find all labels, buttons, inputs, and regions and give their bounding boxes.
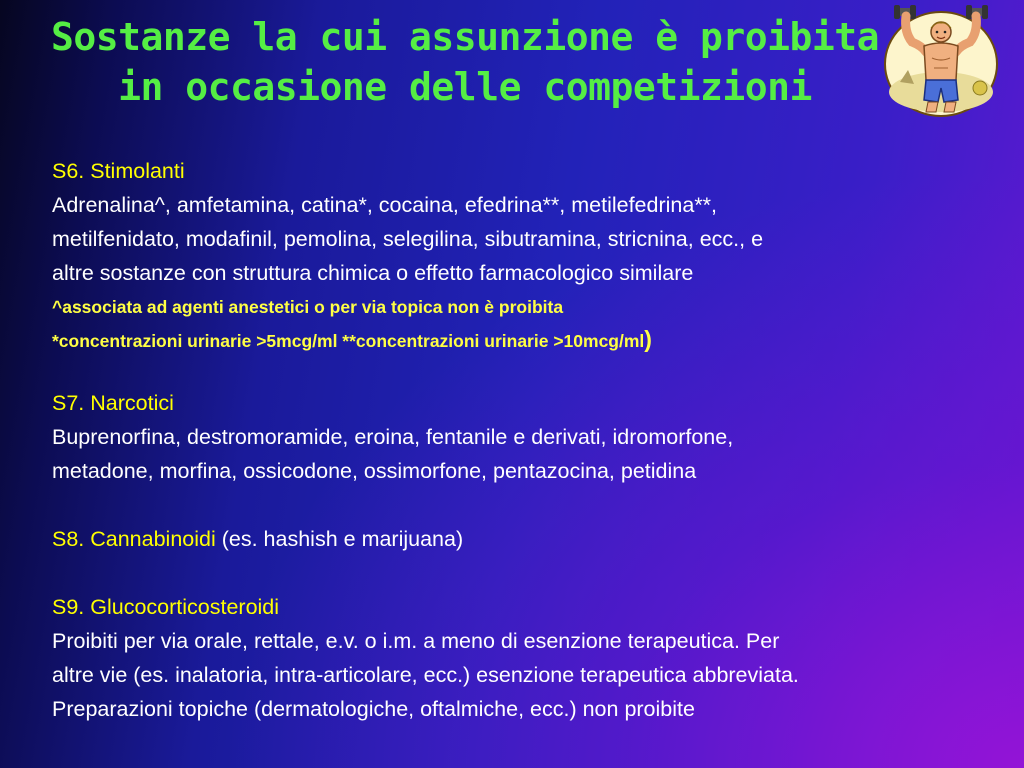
s6-footnote-1: ^associata ad agenti anestetici o per via topica non è proibita: [52, 297, 564, 317]
spacer: [52, 556, 992, 590]
spacer: [52, 356, 992, 386]
s6-text-line-1: Adrenalina^, amfetamina, catina*, cocaina, efedrina**, metilefedrina**,: [52, 193, 718, 217]
s7-text-line-2: metadone, morfina, ossicodone, ossimorfone, pentazocina, petidina: [52, 459, 697, 483]
slide-title: [40, 12, 890, 112]
spacer: [52, 488, 992, 522]
s9-text-line-1: Proibiti per via orale, rettale, e.v. o i.m. a meno di esenzione terapeutica. Per: [52, 629, 780, 653]
section-heading-s6: S6. Stimolanti: [52, 159, 185, 183]
s9-text-line-3: Preparazioni topiche (dermatologiche, oftalmiche, ecc.) non proibite: [52, 697, 695, 721]
s6-footnote-2: [52, 322, 992, 356]
slide-title-line-1: Sostanze la cui assunzione è proibita: [51, 15, 879, 59]
slide-body: [52, 154, 992, 726]
s8-line: [52, 522, 992, 556]
s8-text: (es. hashish e marijuana): [215, 527, 464, 551]
s6-footnote-2-paren: ): [644, 326, 652, 352]
bodybuilder-with-dumbbells-icon: [882, 2, 1000, 118]
section-heading-s9: S9. Glucocorticosteroidi: [52, 595, 280, 619]
s6-text-line-2: metilfenidato, modafinil, pemolina, selegilina, sibutramina, stricnina, ecc., e: [52, 227, 764, 251]
section-heading-s8: S8. Cannabinoidi: [52, 527, 216, 551]
s7-text-line-1: Buprenorfina, destromoramide, eroina, fentanile e derivati, idromorfone,: [52, 425, 734, 449]
section-heading-s7: S7. Narcotici: [52, 391, 174, 415]
slide-title-line-2: in occasione delle competizioni: [118, 65, 812, 109]
s9-text-line-2: altre vie (es. inalatoria, intra-articolare, ecc.) esenzione terapeutica abbreviata.: [52, 663, 799, 687]
s6-footnote-2-text: *concentrazioni urinarie >5mcg/ml **concentrazioni urinarie >10mcg/ml: [52, 331, 645, 351]
s6-text-line-3: altre sostanze con struttura chimica o effetto farmacologico similare: [52, 261, 694, 285]
